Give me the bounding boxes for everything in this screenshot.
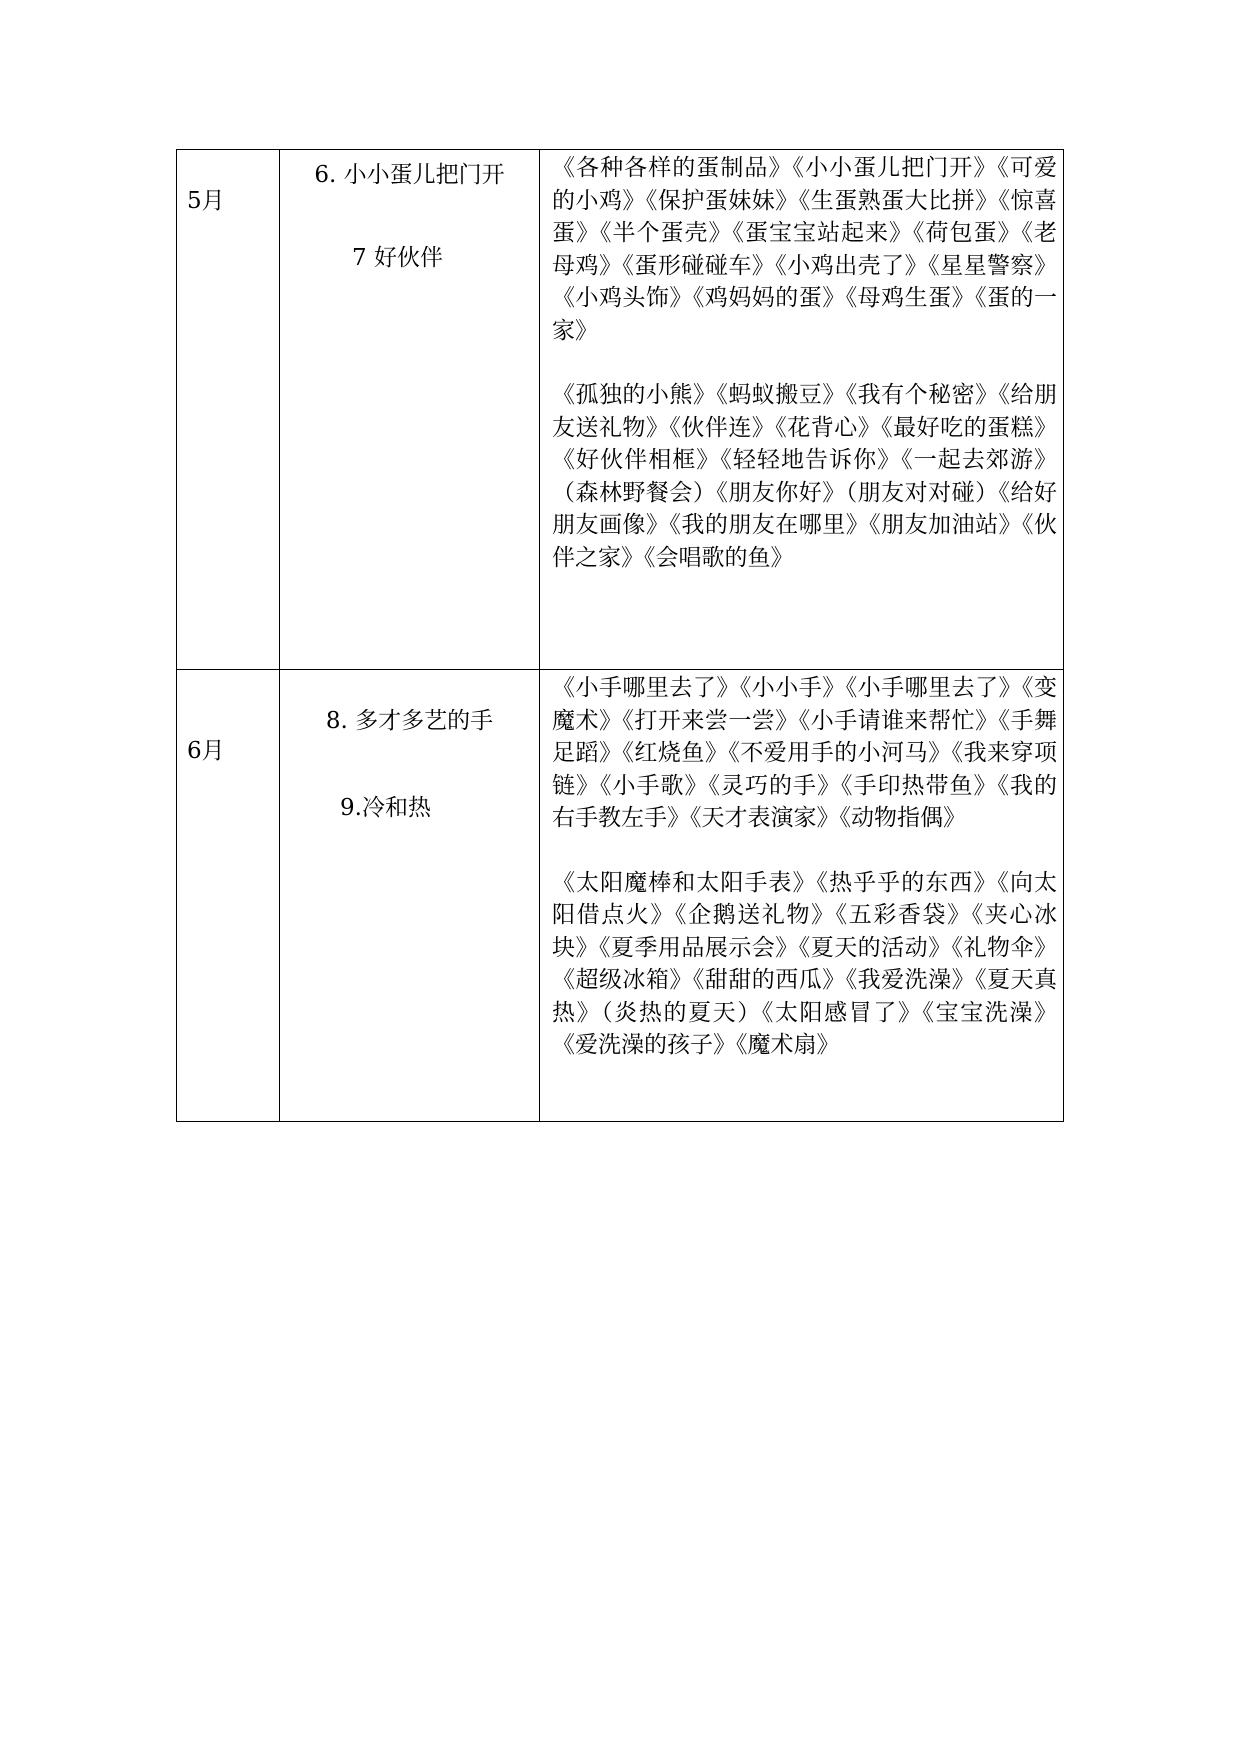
theme-cell xyxy=(280,670,540,1122)
activities-list: 《各种各样的蛋制品》《小小蛋儿把门开》《可爱的小鸡》《保护蛋妹妹》《生蛋熟蛋大比拼》《惊喜蛋》《半个蛋壳》《蛋宝宝站起来》《荷包蛋》《老母鸡》《蛋形碰碰车》《小鸡出壳了》《星星警察》《小鸡头饰》《鸡妈妈的蛋》《母鸡生蛋》《蛋的一家》 xyxy=(552,155,1057,344)
month-label: 5月 xyxy=(187,188,225,214)
activities-cell xyxy=(540,150,1064,670)
theme-title: 9.冷和热 xyxy=(340,795,431,821)
activities-list: 《孤独的小熊》《蚂蚁搬豆》《我有个秘密》《给朋友送礼物》《伙伴连》《花背心》《最好吃的蛋糕》《好伙伴相框》《轻轻地告诉你》《一起去郊游》（森林野餐会）《朋友你好》（朋友对对碰）《给好朋友画像》《我的朋友在哪里》《朋友加油站》《伙伴之家》《会唱歌的鱼》 xyxy=(552,382,1057,571)
month-cell xyxy=(177,670,280,1122)
theme-title: 8. 多才多艺的手 xyxy=(325,708,494,734)
table-row xyxy=(177,150,1064,670)
theme-cell xyxy=(280,150,540,670)
table-row xyxy=(177,670,1064,1122)
theme-title: 6. 小小蛋儿把门开 xyxy=(314,162,505,188)
theme-title: 7 好伙伴 xyxy=(352,245,443,271)
activities-list: 《小手哪里去了》《小小手》《小手哪里去了》《变魔术》《打开来尝一尝》《小手请谁来帮忙》《手舞足蹈》《红烧鱼》《不爱用手的小河马》《我来穿项链》《小手歌》《灵巧的手》《手印热带鱼》《我的右手教左手》《天才表演家》《动物指偶》 xyxy=(552,675,1057,831)
activities-cell xyxy=(540,670,1064,1122)
month-cell xyxy=(177,150,280,670)
curriculum-table xyxy=(176,149,1064,1122)
activities-list: 《太阳魔棒和太阳手表》《热乎乎的东西》《向太阳借点火》《企鹅送礼物》《五彩香袋》《夹心冰块》《夏季用品展示会》《夏天的活动》《礼物伞》《超级冰箱》《甜甜的西瓜》《我爱洗澡》《夏天真热》（炎热的夏天）《太阳感冒了》《宝宝洗澡》《爱洗澡的孩子》《魔术扇》 xyxy=(552,869,1057,1058)
month-label: 6月 xyxy=(187,738,225,764)
